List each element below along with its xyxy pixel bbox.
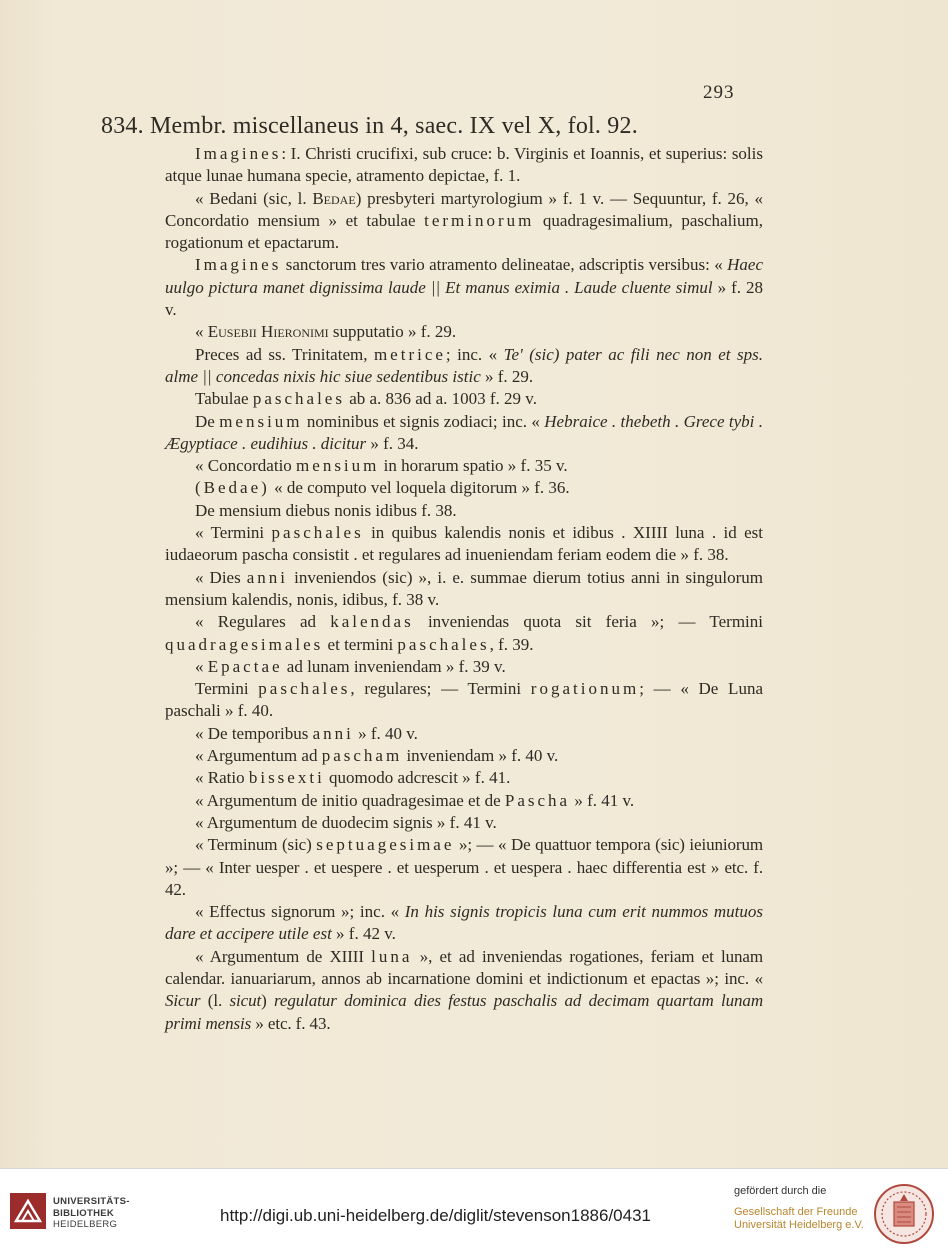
paragraph-dies-anni: « Dies anni inveniendos (sic) », i. e. summae dierum totius anni in singulorum mensium kalendis, nonis, idibus, f. 38 v.: [165, 567, 763, 609]
digitization-footer: [0, 1168, 948, 1250]
paragraph-regulares: « Regulares ad kalendas inveniendas quota sit feria »; — Termini quadragesimales et termini paschales, f. 39.: [165, 612, 764, 654]
paragraph-termini-regulares: Termini paschales, regulares; — Termini rogationum; — « De Luna paschali » f. 40.: [165, 679, 763, 721]
paragraph-imagines-sanctorum: Imagines sanctorum tres vario atramento delineatae, adscriptis versibus: « Haec uulgo pictura manet dignissima laude || Et manus eximia . Laude cluente simul » f. 28 v.: [165, 255, 763, 320]
page-number: 293: [703, 82, 735, 103]
paragraph-temporibus: « De temporibus anni » f. 40 v.: [195, 723, 418, 743]
paragraph-termini-paschales: « Termini paschales in quibus kalendis nonis et idibus . XIIII luna . id est iudaeorum pascha consistit . et regulares ad inueniendam feriam eodem die » f. 38.: [165, 523, 763, 565]
catalog-entry-body: [165, 143, 763, 1035]
paragraph-ratio-bissexti: « Ratio bissexti quomodo adcrescit » f. 41.: [195, 768, 511, 788]
paragraph-epactae: « Epactae ad lunam inveniendam » f. 39 v.: [195, 656, 506, 676]
paragraph-effectus: « Effectus signorum »; inc. « In his signis tropicis luna cum erit nummos mutuos dare et accipere utile est » f. 42 v.: [165, 902, 763, 944]
university-library-logo-icon: [10, 1193, 46, 1229]
paragraph-argumentum-luna: « Argumentum de XIIII luna », et ad inveniendas rogationes, feriam et lunam calendar. ianuariarum, annos ab incarnatione domini et indictionum et epactas »; inc. « Sicur (l. sicut) regulatur dominica dies festus paschalis ad decimam quartam lunam primi mensis » etc. f. 43.: [165, 946, 763, 1033]
society-name: Gesellschaft der Freunde Universität Heidelberg e.V.: [734, 1206, 864, 1231]
paragraph-de-mensium: De mensium nominibus et signis zodiaci; inc. « Hebraice . thebeth . Grece tybi . Ægyptiace . eudihius . dicitur » f. 34.: [165, 411, 763, 453]
paragraph-eusebii: « Eusebii Hieronimi supputatio » f. 29.: [195, 322, 457, 342]
paragraph-concordatio: « Concordatio mensium in horarum spatio » f. 35 v.: [195, 456, 568, 476]
paragraph-mensium-diebus: De mensium diebus nonis idibus f. 38.: [195, 500, 457, 520]
permalink-url[interactable]: http://digi.ub.uni-heidelberg.de/diglit/stevenson1886/0431: [220, 1206, 651, 1225]
paragraph-bedani: « Bedani (sic, l. Bedae) presbyteri martyrologium » f. 1 v. — Sequuntur, f. 26, « Concordatio mensium » et tabulae terminorum quadragesimalium, paschalium, rogationum et epactarum.: [165, 188, 764, 253]
funded-by-label: gefördert durch die: [734, 1185, 827, 1197]
entry-heading: 834. Membr. miscellaneus in 4, saec. IX vel X, fol. 92.: [101, 113, 638, 139]
paragraph-duodecim-signis: « Argumentum de duodecim signis » f. 41 v.: [195, 812, 497, 832]
paragraph-argumentum-initio: « Argumentum de initio quadragesimae et de Pascha » f. 41 v.: [195, 790, 635, 810]
university-seal-icon: [873, 1183, 935, 1245]
paragraph-tabulae: Tabulae paschales ab a. 836 ad a. 1003 f. 29 v.: [195, 389, 537, 409]
paragraph-imagines: Imagines: I. Christi crucifixi, sub cruce: b. Virginis et Ioannis, et superius: solis atque lunae humana specie, atramento depictae, f. 1.: [165, 144, 763, 186]
paragraph-preces: Preces ad ss. Trinitatem, metrice; inc. « Te' (sic) pater ac fili nec non et sps. alme || concedas nixis hic siue sedentibus istic » f. 29.: [165, 344, 763, 386]
paragraph-bedae-computo: (Bedae) « de computo vel loquela digitorum » f. 36.: [195, 478, 570, 498]
paragraph-terminum: « Terminum (sic) septuagesimae »; — « De quattuor tempora (sic) ieiuniorum »; — « Inter uesper . et uespere . et uesperum . et uespera . haec differentia est » etc. f. 42.: [165, 835, 763, 899]
university-library-name: UNIVERSITÄTS- BIBLIOTHEK HEIDELBERG: [53, 1196, 130, 1230]
paragraph-argumentum-pascham: « Argumentum ad pascham inveniendam » f. 40 v.: [195, 746, 559, 766]
